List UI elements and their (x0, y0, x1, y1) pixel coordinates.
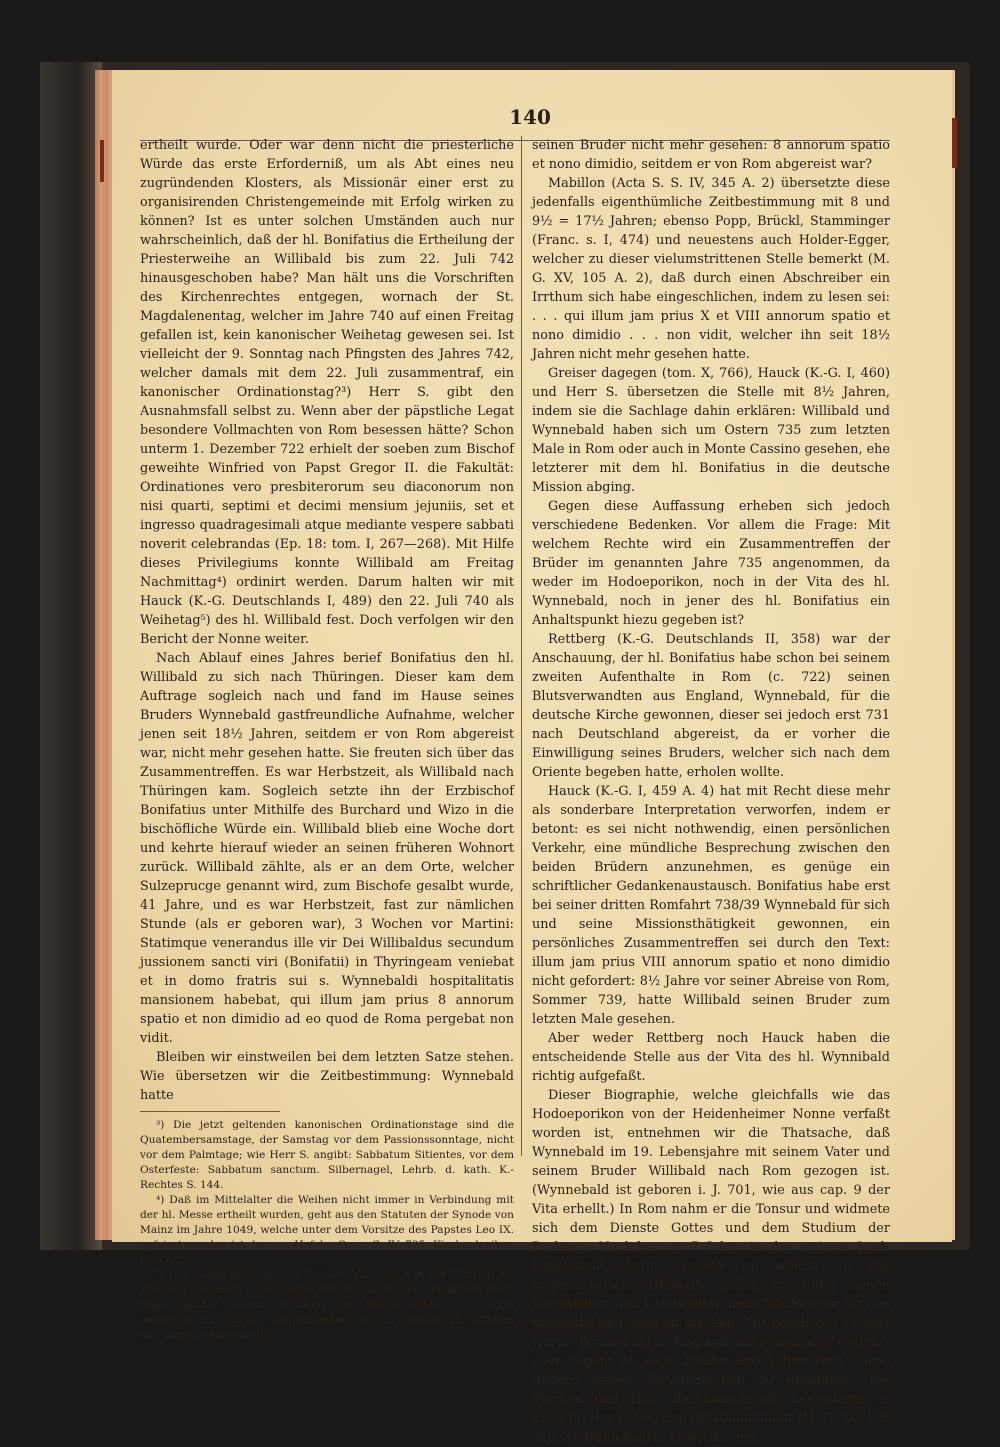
paragraph: Hauck (K.-G. I, 459 A. 4) hat mit Recht diese mehr als sonderbare Interpretation verworfen, indem er betont: es sei nicht nothwendig, einen persönlichen Verkehr, eine mündliche Besprechung zwischen den beiden Brüdern anzunehmen, es genüge ein schriftlicher Gedankenaustausch. Bonifatius habe erst bei seiner dritten Romfahrt 738/39 Wynnebald für sich und seine Missionsthätigkeit gewonnen, ein persönliches Zusammentreffen sei durch den Text: illum jam prius VIII annorum spatio et nono dimidio nicht gefordert: 8½ Jahre vor seiner Abreise von Rom, Sommer 739, hatte Willibald seinen Bruder zum letzten Male gesehen. (532, 784, 890, 1027)
paragraph: ertheilt wurde. Oder war denn nicht die priesterliche Würde das erste Erforderniß, um als Abt eines neu zugründenden Klosters, als Missionär einer erst zu organisirenden Christengemeinde mit Erfolg wirken zu können? Ist es unter solchen Umständen auch nur wahrscheinlich, daß der hl. Bonifatius die Ertheilung der Priesterweihe an Willibald bis zum 22. Juli 742 hinausgeschoben habe? Man hält uns die Vorschriften des Kirchenrechtes entgegen, wornach der St. Magdalenentag, welcher im Jahre 740 auf einen Freitag gefallen ist, kein kanonischer Weihetag gewesen sei. Ist vielleicht der 9. Sonntag nach Pfingsten des Jahres 742, welcher damals mit dem 22. Juli zusammentraf, ein kanonischer Ordinationstag?³) Herr S. gibt den Ausnahmsfall selbst zu. Wenn aber der päpstliche Legat besondere Vollmachten von Rom besessen hätte? Schon unterm 1. Dezember 722 erhielt der soeben zum Bischof geweihte Winfried von Papst Gregor II. die Fakultät: Ordinationes vero presbiterorum seu diaconorum non nisi quarti, septimi et decimi mensium jejuniis, set et ingresso quadragesimali atque mediante vespere sabbati noverit celebrandas (Ep. 18: tom. I, 267—268). Mit Hilfe dieses Privilegiums konnte Willibald am Freitag Nachmittag⁴) ordinirt werden. Darum halten wir mit Hauck (K.-G. Deutschlands I, 489) den 22. Juli 740 als Weihetag⁵) des hl. Willibald fest. Doch verfolgen wir den Bericht der Nonne weiter. (140, 138, 514, 647)
bookmark-tab (952, 118, 957, 168)
paragraph: Mabillon (Acta S. S. IV, 345 A. 2) übersetzte diese jedenfalls eigenthümliche Zeitbestimmung mit 8 und 9½ = 17½ Jahren; ebenso Popp, Brückl, Stamminger (Franc. s. I, 474) und neuestens auch Holder-Egger, welcher zu dieser vielumstrittenen Stelle bemerkt (M. G. XV, 105 A. 2), daß durch einen Abschreiber ein Irrthum sich habe eingeschlichen, indem zu lesen sei: . . . qui illum jam prius X et VIII annorum spatio et nono dimidio . . . non vidit, welcher ihn seit 18½ Jahren nicht mehr gesehen hatte. (532, 176, 890, 362)
paragraph: Gegen diese Auffassung erheben sich jedoch verschiedene Bedenken. Vor allem die Frage: Mit welchem Rechte wird ein Zusammentreffen der Brüder im genannten Jahre 735 angenommen, da weder im Hodoeporikon, noch in der Vita des hl. Wynnebald, noch in jener des hl. Bonifatius ein Anhaltspunkt hiezu gegeben ist? (532, 499, 890, 628)
footnote: ³) Die jetzt geltenden kanonischen Ordinationstage sind die Quatembersamstage, der Samstag vor dem Passionssonntage, nicht vor dem Palmtage; wie Herr S. angibt: Sabbatum Sitientes, vor dem Osterfeste: Sabbatum sanctum. Silbernagel, Lehrb. d. kath. K.-Rechtes S. 144. (140, 1119, 514, 1191)
bookmark-ribbon (100, 140, 104, 182)
book-page (112, 70, 952, 1445)
footnote: ⁴) Daß im Mittelalter die Weihen nicht immer in Verbindung mit der hl. Messe ertheilt wurden, geht aus den Statuten der Synode von Mainz im Jahre 1049, welche unter dem Vorsitze des Papstes Leo IX. gefeiert worden ist, hervor. Hefele, Conc.-G. IV, 735. Kirchenlexikon IV, 1272. (140, 1194, 514, 1266)
left-column (140, 136, 514, 1343)
right-column (532, 136, 890, 1447)
paragraph: Aber weder Rettberg noch Hauck haben die entscheidende Stelle aus der Vita des hl. Wynnibald richtig aufgefaßt. (532, 1031, 890, 1084)
footnotes (140, 1118, 514, 1343)
footnote-rule (140, 1111, 280, 1112)
page-number: 140 (509, 105, 551, 129)
column-divider (521, 136, 522, 1156)
paragraph: Greiser dagegen (tom. X, 766), Hauck (K.-G. I, 460) und Herr S. übersetzen die Stelle mit 8½ Jahren, indem sie die Sachlage dahin erklären: Willibald und Wynnebald haben sich um Ostern 735 zum letzten Male in Rom oder auch in Monte Cassino gesehen, ehe letzterer mit dem hl. Bonifatius in die deutsche Mission abging. (532, 366, 890, 495)
paragraph: Bleiben wir einstweilen bei dem letzten Satze stehen. Wie übersetzen wir die Zeitbestimmung: Wynnebald hatte (140, 1050, 514, 1103)
paragraph: seinen Bruder nicht mehr gesehen: 8 annorum spatio et nono dimidio, seitdem er von Rom abgereist war? (532, 138, 890, 172)
footnote: ⁵) Das Gundekarianum (M. G. S. S. VII, 248) hat den Eintrag: XI. Kal. Aug. ordinatio s. Willibaldi. Vor Einführung des römischen Ritus unter Bischof Johann Christoph von Westerstetten 1612—1636 wurde der 22. Juli als Ordinationstag des hl. Willibald im Officium des Tages commemorirt. (140, 1269, 514, 1341)
paragraph: Nach Ablauf eines Jahres berief Bonifatius den hl. Willibald zu sich nach Thüringen. Dieser kam dem Auftrage sogleich nach und fand im Hause seines Bruders Wynnebald gastfreundliche Aufnahme, welcher jenen seit 18½ Jahren, seitdem er von Rom abgereist war, nicht mehr gesehen hatte. Sie freuten sich über das Zusammentreffen. Es war Herbstzeit, als Willibald nach Thüringen kam. Sogleich setzte ihn der Erzbischof Bonifatius unter Mithilfe des Burchard und Wizo in die bischöfliche Würde ein. Willibald blieb eine Woche dort und kehrte hierauf wieder an seinen früheren Wohnort zurück. Willibald zählte, als er an dem Orte, welcher Sulzeprucge genannt wird, zum Bischofe gesalbt wurde, 41 Jahre, und es war Herbstzeit, fast zur nämlichen Stunde (als er geboren war), 3 Wochen vor Martini: Statimque venerandus ille vir Dei Willibaldus secundum jussionem sancti viri (Bonifatii) in Thyringeam veniebat et in domo fratris sui s. Wynnebaldi hospitalitatis mansionem habebat, qui illum jam prius 8 annorum spatio et non dimidio ad eo quod de Roma pergebat non vidit. (140, 651, 514, 1046)
paragraph: Dieser Biographie, welche gleichfalls wie das Hodoeporikon von der Heidenheimer Nonne verfaßt worden ist, entnehmen wir die Thatsache, daß Wynnebald im 19. Lebensjahre mit seinem Vater und seinem Bruder Willibald nach Rom gezogen ist. (Wynnebald ist geboren i. J. 701, wie aus cap. 9 der Vita erhellt.) In Rom nahm er die Tonsur und widmete sich dem Dienste Gottes und dem Studium der Psalmen. Nachdem er 7 Jahre in der ewigen Stadt zugebracht hatte, kehrte er wieder in die angelsächsische Heimath zurück, um unter seinen Verwandten und Landsleuten neue Werbungen für das monastische Leben zu machen. Mit herzlicher Freude wurde Wynnebald in England aufgenommen; sogleich aber begann er, seine Brüder und Schwestern, sowie Andere seiner Verwandtschaft zu ermahnen; die Flecken und Höfe durchwandernd, begeisterte er Viele für das Leben der Vollkommenheit (M. G. XV, 108 cap. 3). Dann kehrte er wieder mit (532, 1088, 890, 1445)
book-spine (40, 62, 102, 1250)
paragraph: Rettberg (K.-G. Deutschlands II, 358) war der Anschauung, der hl. Bonifatius habe schon bei seinem zweiten Aufenthalte in Rom (c. 722) seinen Blutsverwandten aus England, Wynnebald, für die deutsche Kirche gewonnen, dieser sei jedoch erst 731 nach Deutschland abgereist, da er vorher die Einwilligung seines Bruders, welcher sich nach dem Oriente begeben hatte, erholen wollte. (532, 632, 890, 780)
